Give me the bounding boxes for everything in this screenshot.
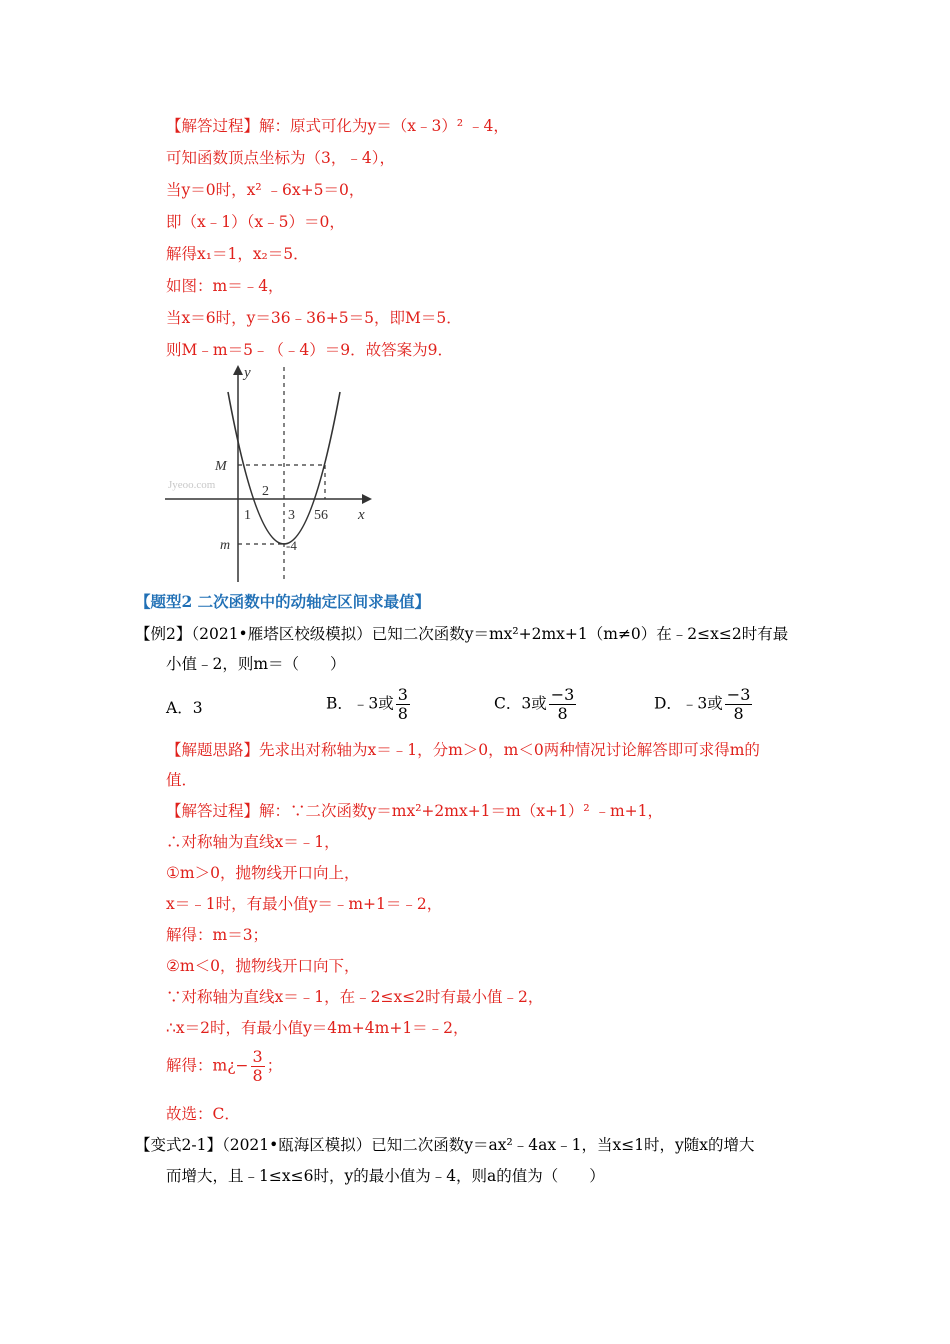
option-d (654, 686, 754, 723)
solution2-line8: ∴x＝2时，有最小值y＝4m+4m+1＝﹣2， (166, 1019, 469, 1037)
option-a: A．3 (166, 699, 203, 717)
solution2-line10: 故选：C． (166, 1105, 240, 1123)
tick-56: 56 (314, 508, 328, 523)
solution2-line7: ∵对称轴为直线x＝﹣1，在﹣2≤x≤2时有最小值﹣2， (166, 988, 544, 1006)
solution2-line4: x＝﹣1时，有最小值y＝﹣m+1＝﹣2， (166, 895, 443, 913)
solution2-line3: ①m＞0，抛物线开口向上， (166, 864, 360, 882)
option-d-num: −3 (726, 685, 751, 704)
solution1-line2: 可知函数顶点坐标为（3，﹣4）， (166, 149, 395, 167)
section-heading: 【题型2 二次函数中的动轴定区间求最值】 (135, 592, 431, 611)
variant-line1: 【变式2-1】（2021•瓯海区模拟）已知二次函数y＝ax²﹣4ax﹣1，当x≤1时，y随x的增大 (135, 1136, 755, 1154)
solution2-line1: 【解答过程】解：∵二次函数y＝mx²+2mx+1＝m（x+1）² ﹣m+1， (166, 802, 664, 820)
tick-3: 3 (288, 508, 295, 523)
solution2-idea-line2: 值． (166, 771, 198, 789)
solution2-line2: ∴对称轴为直线x＝﹣1， (166, 833, 340, 851)
option-d-prefix: D．﹣3或 (654, 694, 723, 713)
solution2-fraction-den: 8 (252, 1066, 263, 1085)
parabola-graph (160, 362, 380, 584)
x-axis-arrow (362, 494, 372, 504)
solution2-line9-prefix: 解得：m¿− (166, 1056, 249, 1075)
solution2-line6: ②m＜0，抛物线开口向下， (166, 957, 360, 975)
solution2-fraction (251, 1048, 265, 1085)
m-label: m (220, 538, 231, 553)
solution1-line8: 则M﹣m＝5﹣（﹣4）＝9．故答案为9． (166, 341, 454, 359)
M-label: M (215, 459, 227, 474)
option-d-den: 8 (733, 704, 744, 723)
option-c-fraction (549, 686, 577, 723)
solution1-line7: 当x＝6时，y＝36﹣36+5＝5，即M＝5． (166, 309, 462, 327)
solution1-line4: 即（x﹣1）（x﹣5）＝0， (166, 213, 345, 231)
watermark: Jyeoo.com (168, 479, 216, 491)
tick-2: 2 (262, 484, 269, 499)
x-label: x (358, 507, 365, 523)
solution1-line5: 解得x₁＝1，x₂＝5． (166, 245, 309, 263)
solution2-idea-line1: 【解题思路】先求出对称轴为x＝﹣1，分m＞0，m＜0两种情况讨论解答即可求得m的 (166, 741, 760, 759)
y-axis-arrow (233, 365, 243, 375)
option-c (494, 686, 578, 723)
option-c-num: −3 (550, 685, 575, 704)
solution1-line6: 如图：m＝﹣4， (166, 277, 284, 295)
y-label: y (244, 365, 251, 381)
variant-line2: 而增大，且﹣1≤x≤6时，y的最小值为﹣4，则a的值为（ ） (166, 1167, 605, 1185)
example2-line2: 小值﹣2，则m＝（ ） (166, 655, 346, 673)
solution1-line1: 【解答过程】解：原式可化为y＝（x﹣3）² ﹣4， (166, 117, 509, 135)
example2-line1: 【例2】（2021•雁塔区校级模拟）已知二次函数y＝mx²+2mx+1（m≠0）在﹣2≤x≤2时有最 (135, 625, 789, 643)
tick-neg4: -4 (286, 538, 297, 553)
option-b-fraction (396, 686, 410, 723)
option-c-prefix: C．3或 (494, 694, 547, 713)
solution2-line9-suffix: ； (266, 1056, 283, 1075)
option-c-den: 8 (557, 704, 568, 723)
option-d-fraction (725, 686, 753, 723)
solution2-line9 (166, 1048, 282, 1085)
solution2-line5: 解得：m＝3； (166, 926, 269, 944)
solution2-fraction-num: 3 (252, 1047, 263, 1066)
tick-1: 1 (244, 508, 251, 523)
option-b (326, 686, 412, 723)
option-b-den: 8 (397, 704, 408, 723)
option-b-num: 3 (397, 685, 408, 704)
option-b-prefix: B．﹣3或 (326, 694, 394, 713)
solution1-line3: 当y＝0时，x² ﹣6x+5＝0， (166, 181, 365, 199)
